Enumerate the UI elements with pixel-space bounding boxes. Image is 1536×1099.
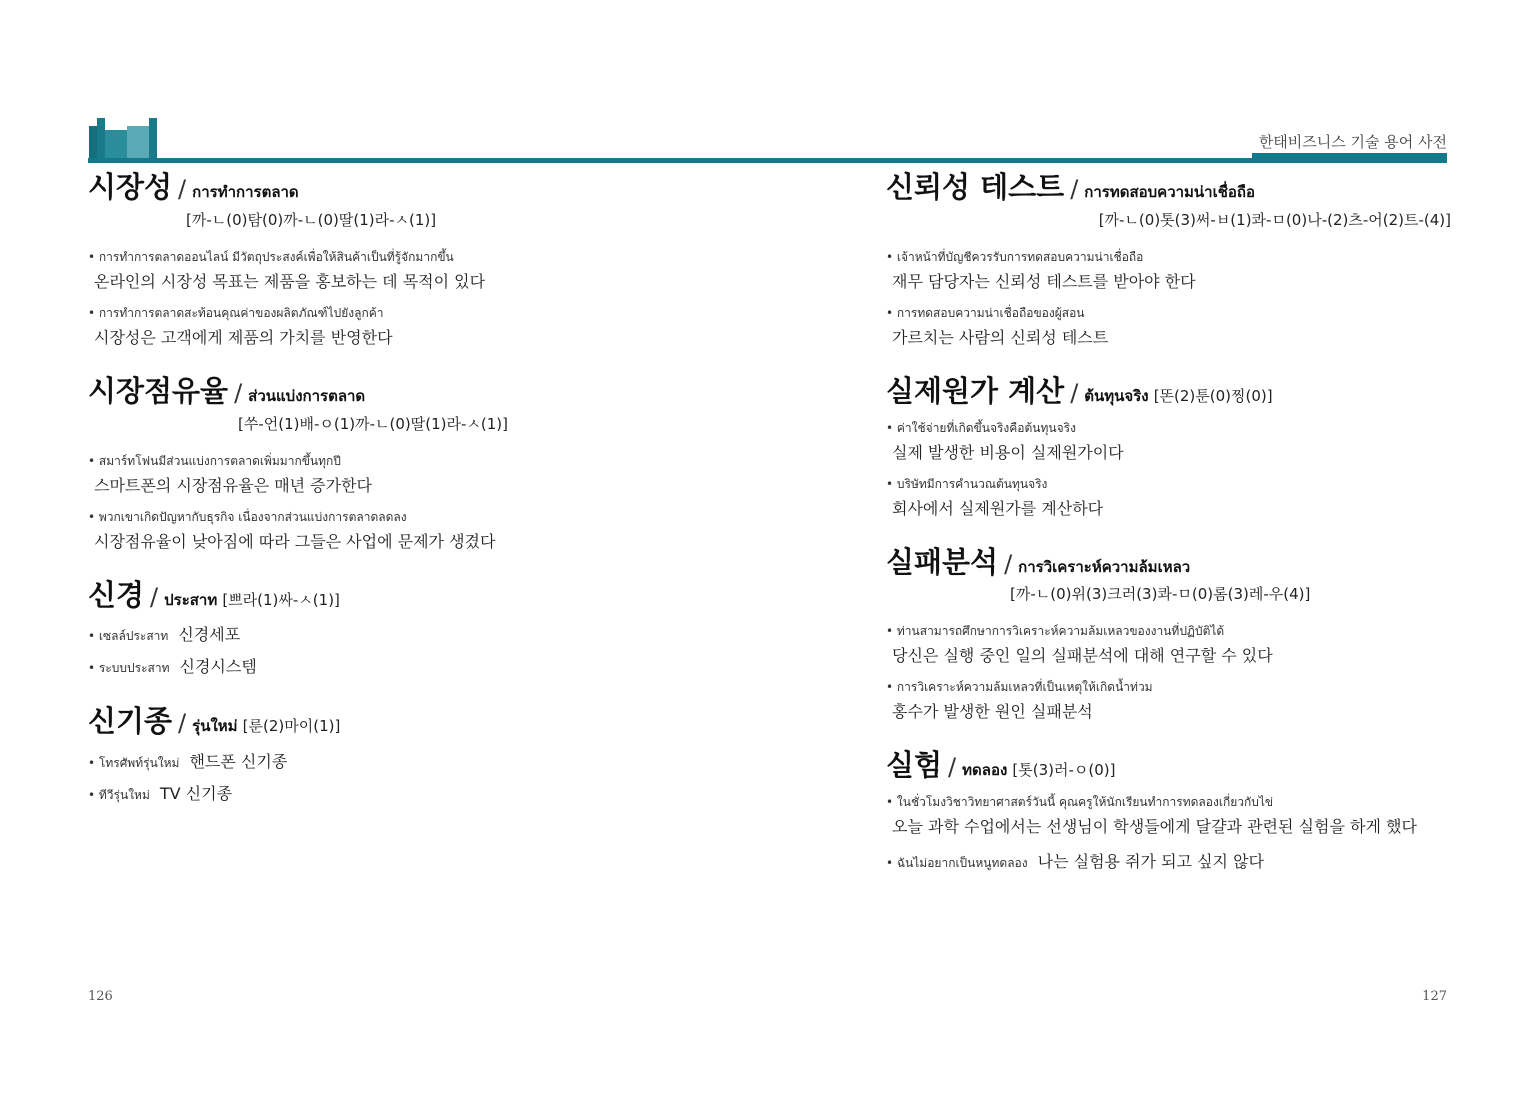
entry-head <box>886 545 1451 580</box>
page-number-left: 126 <box>88 989 113 1004</box>
left-page <box>88 170 653 813</box>
entry-examples <box>886 419 1451 519</box>
entry-pronunciation: [까-ㄴ(0)위(3)크러(3)콰-ㅁ(0)롬(3)레-우(4)] <box>1010 585 1311 604</box>
entry-thai: การวิเคราะห์ความล้มเหลว <box>1018 557 1191 576</box>
entry-head <box>88 170 653 205</box>
right-page <box>886 170 1451 881</box>
example-thai: • การทดสอบความน่าเชื่อถือของผู้สอน <box>886 305 1085 320</box>
example <box>88 781 653 805</box>
entry <box>886 170 1451 348</box>
example-thai: • การทำการตลาดสะท้อนคุณค่าของผลิตภัณฑ์ไปยังลูกค้า <box>88 305 384 320</box>
example-korean: 재무 담당자는 신뢰성 테스트를 받아야 한다 <box>892 271 1196 291</box>
entry-examples <box>88 749 653 805</box>
slash: / <box>1004 549 1013 578</box>
example-korean: 회사에서 실제원가를 계산하다 <box>892 498 1104 518</box>
entry-thai: ส่วนแบ่งการตลาด <box>248 386 366 405</box>
example-thai: • การทำการตลาดออนไลน์ มีวัตถุประสงค์เพื่อให้สินค้าเป็นที่รู้จักมากขึ้น <box>88 249 454 264</box>
entry-term: 신뢰성 테스트 <box>886 170 1065 204</box>
example-korean: 신경시스템 <box>179 657 257 677</box>
slash: / <box>948 753 957 782</box>
entry <box>886 374 1451 519</box>
entry-term: 실패분석 <box>886 544 999 579</box>
entry-thai: ทดลอง <box>962 761 1008 780</box>
example-thai: • การวิเคราะห์ความล้มเหลวที่เป็นเหตุให้เกิดน้ำท่วม <box>886 680 1153 695</box>
example-thai: • บริษัทมีการคำนวณต้นทุนจริง <box>886 476 1048 491</box>
example-korean: 시장점유율이 낮아짐에 따라 그들은 사업에 문제가 생겼다 <box>94 531 496 551</box>
example <box>88 452 653 496</box>
example-korean: 홍수가 발생한 원인 실패분석 <box>892 702 1093 722</box>
entry-examples <box>88 452 653 552</box>
entry <box>88 578 653 679</box>
example <box>886 622 1451 666</box>
entry-head <box>886 748 1451 783</box>
entry-term: 시장성 <box>88 170 173 204</box>
slash: / <box>178 709 187 738</box>
example <box>88 508 653 552</box>
entry-head <box>88 704 653 739</box>
example-thai: • ทีวีรุ่นใหม่ <box>88 788 150 803</box>
entry-term: 신기종 <box>88 704 173 739</box>
header-rule <box>88 158 1447 163</box>
example-thai: • เจ้าหน้าที่บัญชีควรรับการทดสอบความน่าเชื่อถือ <box>886 249 1144 264</box>
example-thai: • ระบบประสาท <box>88 661 170 676</box>
example-korean: 시장성은 고객에게 제품의 가치를 반영한다 <box>94 327 393 347</box>
example <box>88 749 653 773</box>
entry <box>88 374 653 552</box>
slash: / <box>178 175 187 203</box>
entry-head <box>88 374 653 409</box>
slash: / <box>1070 175 1079 203</box>
entry-pronunciation: [까-ㄴ(0)탐(0)까-ㄴ(0)딸(1)라-ㅅ(1)] <box>186 210 437 229</box>
entry-head <box>88 578 653 613</box>
entry-examples <box>886 248 1451 348</box>
example-korean: 나는 실험용 쥐가 되고 싶지 않다 <box>1037 852 1264 872</box>
example <box>88 248 653 292</box>
entry-term: 신경 <box>88 577 145 612</box>
example <box>88 654 653 678</box>
example-thai: • โทรศัพท์รุ่นใหม่ <box>88 756 180 771</box>
example <box>88 622 653 646</box>
entry-thai: รุ่นใหม่ <box>192 717 238 736</box>
example-korean: 오늘 과학 수업에서는 선생님이 학생들에게 달걀과 관련된 실험을 하게 했다 <box>892 817 1417 837</box>
entry-pronunciation: [쑤-언(1)배-ㅇ(1)까-ㄴ(0)딸(1)라-ㅅ(1)] <box>238 414 509 433</box>
example-thai: • ฉันไม่อยากเป็นหนูทดลอง <box>886 856 1028 871</box>
example <box>886 304 1451 348</box>
entry-pronunciation: [쁘라(1)싸-ㅅ(1)] <box>222 590 340 609</box>
example <box>886 419 1451 463</box>
example-thai: • สมาร์ทโฟนมีส่วนแบ่งการตลาดเพิ่มมากขึ้นทุกปี <box>88 453 341 468</box>
slash: / <box>150 582 159 611</box>
example <box>886 793 1451 837</box>
example-korean: 가르치는 사람의 신뢰성 테스트 <box>892 327 1109 347</box>
entry-examples <box>886 793 1451 873</box>
slash: / <box>234 378 243 407</box>
example-korean: 신경세포 <box>178 625 241 645</box>
example <box>886 849 1451 873</box>
page-number-right: 127 <box>1422 989 1447 1004</box>
entry-examples <box>886 622 1451 722</box>
entry-thai: การทดสอบความน่าเชื่อถือ <box>1084 183 1256 201</box>
example <box>886 475 1451 519</box>
example <box>886 248 1451 292</box>
entry-examples <box>88 248 653 348</box>
entry <box>88 704 653 805</box>
header-rule-accent <box>1252 153 1447 163</box>
entry-head <box>886 170 1451 205</box>
example-korean: 핸드폰 신기종 <box>189 752 288 772</box>
example-korean: 온라인의 시장성 목표는 제품을 홍보하는 데 목적이 있다 <box>94 271 486 291</box>
entry-term: 시장점유율 <box>88 373 229 408</box>
example-korean: TV 신기종 <box>159 784 233 804</box>
entry-pronunciation: [톳(3)러-ㅇ(0)] <box>1012 761 1116 780</box>
example-thai: • ในชั่วโมงวิชาวิทยาศาสตร์วันนี้ คุณครูให้นักเรียนทำการทดลองเกี่ยวกับไข่ <box>886 795 1274 810</box>
entry-pronunciation: [룬(2)마이(1)] <box>242 717 341 736</box>
entry-head <box>886 374 1451 409</box>
example-thai: • เซลล์ประสาท <box>88 629 169 644</box>
example-korean: 당신은 실행 중인 일의 실패분석에 대해 연구할 수 있다 <box>892 646 1273 666</box>
example-thai: • ท่านสามารถศึกษาการวิเคราะห์ความล้มเหลวของงานที่ปฏิบัติได้ <box>886 624 1225 639</box>
example-thai: • ค่าใช้จ่ายที่เกิดขึ้นจริงคือต้นทุนจริง <box>886 420 1076 435</box>
entry <box>886 545 1451 723</box>
example-korean: 스마트폰의 시장점유율은 매년 증가한다 <box>94 475 373 495</box>
entry-term: 실험 <box>886 748 943 783</box>
example-thai: • พวกเขาเกิดปัญหากับธุรกิจ เนื่องจากส่วนแบ่งการตลาดลดลง <box>88 509 407 524</box>
entry-term: 실제원가 계산 <box>886 373 1065 408</box>
entry-thai: ประสาท <box>164 590 218 609</box>
entry-pronunciation: [똔(2)툰(0)찡(0)] <box>1153 386 1273 405</box>
entry-thai: ต้นทุนจริง <box>1084 386 1149 405</box>
book-title: 한태비즈니스 기술 용어 사전 <box>1258 133 1447 151</box>
entry-examples <box>88 622 653 678</box>
entry <box>886 748 1451 873</box>
entry-thai: การทำการตลาด <box>192 183 299 201</box>
entry-pronunciation: [까-ㄴ(0)톳(3)써-ㅂ(1)콰-ㅁ(0)나-(2)츠-어(2)트-(4)] <box>1098 210 1451 229</box>
entry <box>88 170 653 348</box>
example <box>886 678 1451 722</box>
slash: / <box>1070 378 1079 407</box>
example <box>88 304 653 348</box>
example-korean: 실제 발생한 비용이 실제원가이다 <box>892 442 1124 462</box>
